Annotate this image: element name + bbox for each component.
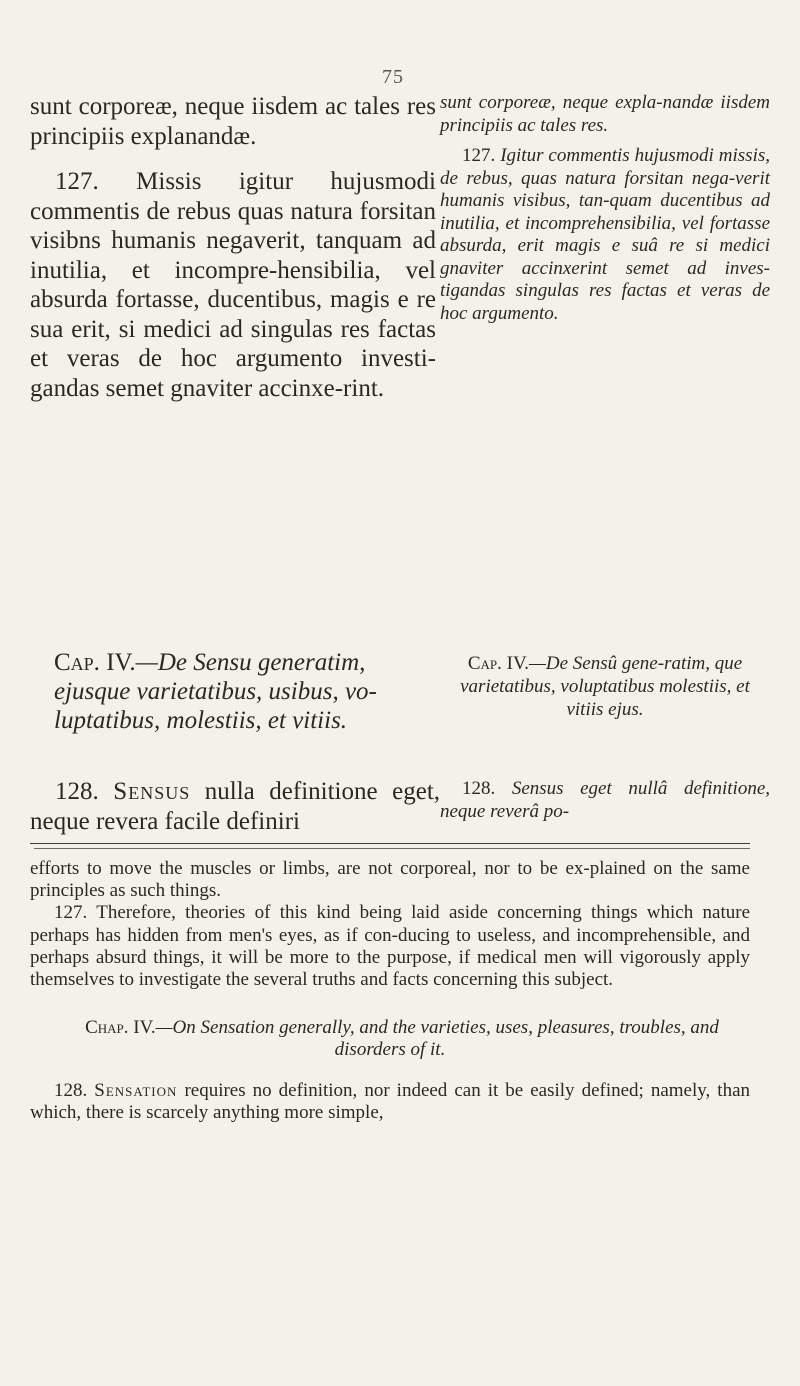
- paragraph-text: Sensus eget nullâ definitione, neque reverâ po-: [440, 778, 770, 822]
- paragraph-keyword: Sensation: [94, 1079, 178, 1101]
- latin-right-continuation: sunt corporeæ, neque expla-nandæ iisdem principiis ac tales res.: [440, 92, 770, 136]
- chapter-number: IV.: [506, 653, 529, 674]
- latin-left-column: [30, 92, 436, 403]
- latin-right-paragraph-128: [440, 777, 770, 823]
- paragraph-keyword: Sensus: [113, 778, 191, 805]
- latin-right-paragraph-127: [440, 145, 770, 325]
- english-paragraph-128: [30, 1080, 750, 1124]
- paragraph-number: 127.: [462, 145, 496, 166]
- latin-left-chapter-heading: [54, 648, 444, 735]
- paragraph-text: requires no definition, nor indeed can it be easily defined; namely, than which, there is scarcely anything more simple,: [30, 1079, 751, 1123]
- chapter-label: Cap.: [54, 649, 100, 676]
- chapter-label: Chap.: [85, 1017, 129, 1039]
- chapter-title: —De Sensu generatim, ejusque varietatibus, usibus, vo-luptatibus, molestiis, et vitiis.: [54, 649, 377, 734]
- paragraph-number: 128.: [54, 1079, 88, 1101]
- paragraph-number: 128.: [462, 778, 496, 799]
- latin-right-paragraph-127-text: Igitur commentis hujusmodi missis, de rebus, quas natura forsitan nega-verit humanis visibus, tan-quam ducentibus ad inutilia, et incomprehensibilia, vel fortasse absurda, erit magis e suâ re si medici gnaviter accinxerint semet ad inves-tigandas singulas res factas et veras de hoc argumento.: [440, 145, 770, 324]
- latin-right-chapter-heading: [440, 652, 770, 721]
- latin-left-paragraph-127: 127. Missis igitur hujusmodi commentis de rebus quas natura forsitan visibns humanis negaverit, tanquam ad inutilia, et incompre-hensibilia, vel absurda fortasse, ducentibus, magis e re sua erit, si medici ad singulas res factas et veras de hoc argumento investi-gandas semet gnaviter accinxe-rint.: [30, 168, 436, 402]
- chapter-number: IV.: [106, 649, 136, 676]
- english-paragraph-127: 127. Therefore, theories of this kind being laid aside concerning things which nature perhaps has hidden from men's eyes, as if con-ducing to useless, and incomprehensible, and perhaps absurd things, it will be more to the purpose, if medical men will vigorously apply themselves to investigate the several truths and facts concerning this subject.: [30, 902, 750, 991]
- section-divider: [30, 843, 750, 844]
- english-chapter-heading: [30, 1017, 750, 1061]
- section-divider-thin: [34, 848, 750, 849]
- english-continuation: efforts to move the muscles or limbs, are not corporeal, nor to be ex-plained on the same principles as such things.: [30, 858, 750, 902]
- latin-right-column: [440, 92, 770, 325]
- chapter-title: —De Sensû gene-ratim, que varietatibus, voluptatibus molestiis, et vitiis ejus.: [460, 653, 750, 720]
- paragraph-text: nulla definitione eget, neque revera facile definiri: [30, 778, 441, 835]
- latin-left-continuation: sunt corporeæ, neque iisdem ac tales res principiis explanandæ.: [30, 93, 436, 150]
- chapter-label: Cap.: [467, 653, 502, 674]
- page-number: 75: [382, 66, 404, 88]
- chapter-number: IV.: [133, 1017, 156, 1039]
- paragraph-number: 128.: [55, 778, 99, 805]
- latin-left-paragraph-128: [30, 777, 440, 836]
- chapter-title: —On Sensation generally, and the varieties, uses, pleasures, troubles, and disorders of it.: [155, 1017, 719, 1061]
- english-translation: [30, 858, 750, 1124]
